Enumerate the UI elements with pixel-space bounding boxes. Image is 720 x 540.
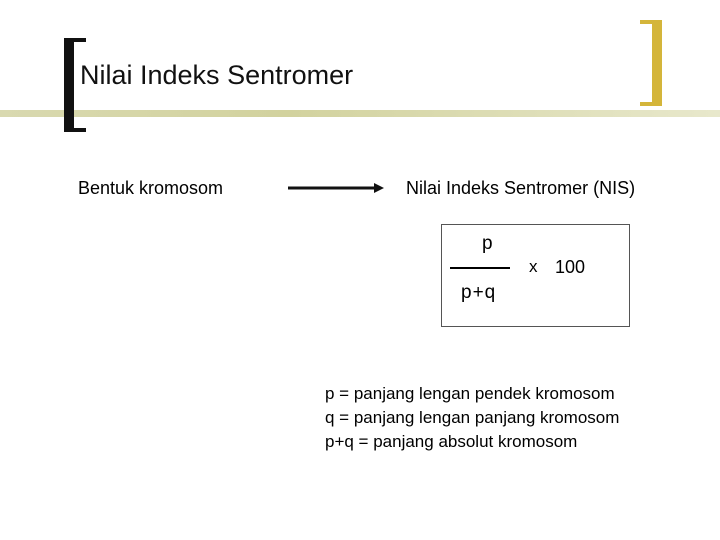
definition-pq: p+q = panjang absolut kromosom — [325, 432, 578, 451]
nis-label: Nilai Indeks Sentromer (NIS) — [406, 178, 636, 198]
fraction-line — [450, 267, 510, 269]
right-bracket — [652, 20, 662, 106]
definition-q: q = panjang lengan panjang kromosom — [325, 408, 620, 427]
formula-numerator: p — [482, 233, 493, 254]
right-bracket-bottom — [640, 102, 662, 106]
title-underline-bar — [0, 110, 720, 117]
definition-p: p = panjang lengan pendek kromosom — [325, 384, 615, 403]
formula-denominator: p+q — [461, 282, 497, 303]
definitions — [325, 382, 619, 454]
left-bracket — [64, 38, 74, 132]
formula-times: x — [529, 257, 538, 276]
slide-title: Nilai Indeks Sentromer — [80, 60, 354, 90]
left-bracket-bottom — [64, 128, 86, 132]
formula-box — [441, 224, 630, 327]
formula-multiplier: 100 — [555, 257, 586, 277]
shape-label: Bentuk kromosom — [78, 178, 224, 198]
right-arrow-icon — [288, 180, 388, 196]
right-bracket-top — [640, 20, 662, 24]
left-bracket-top — [64, 38, 86, 42]
